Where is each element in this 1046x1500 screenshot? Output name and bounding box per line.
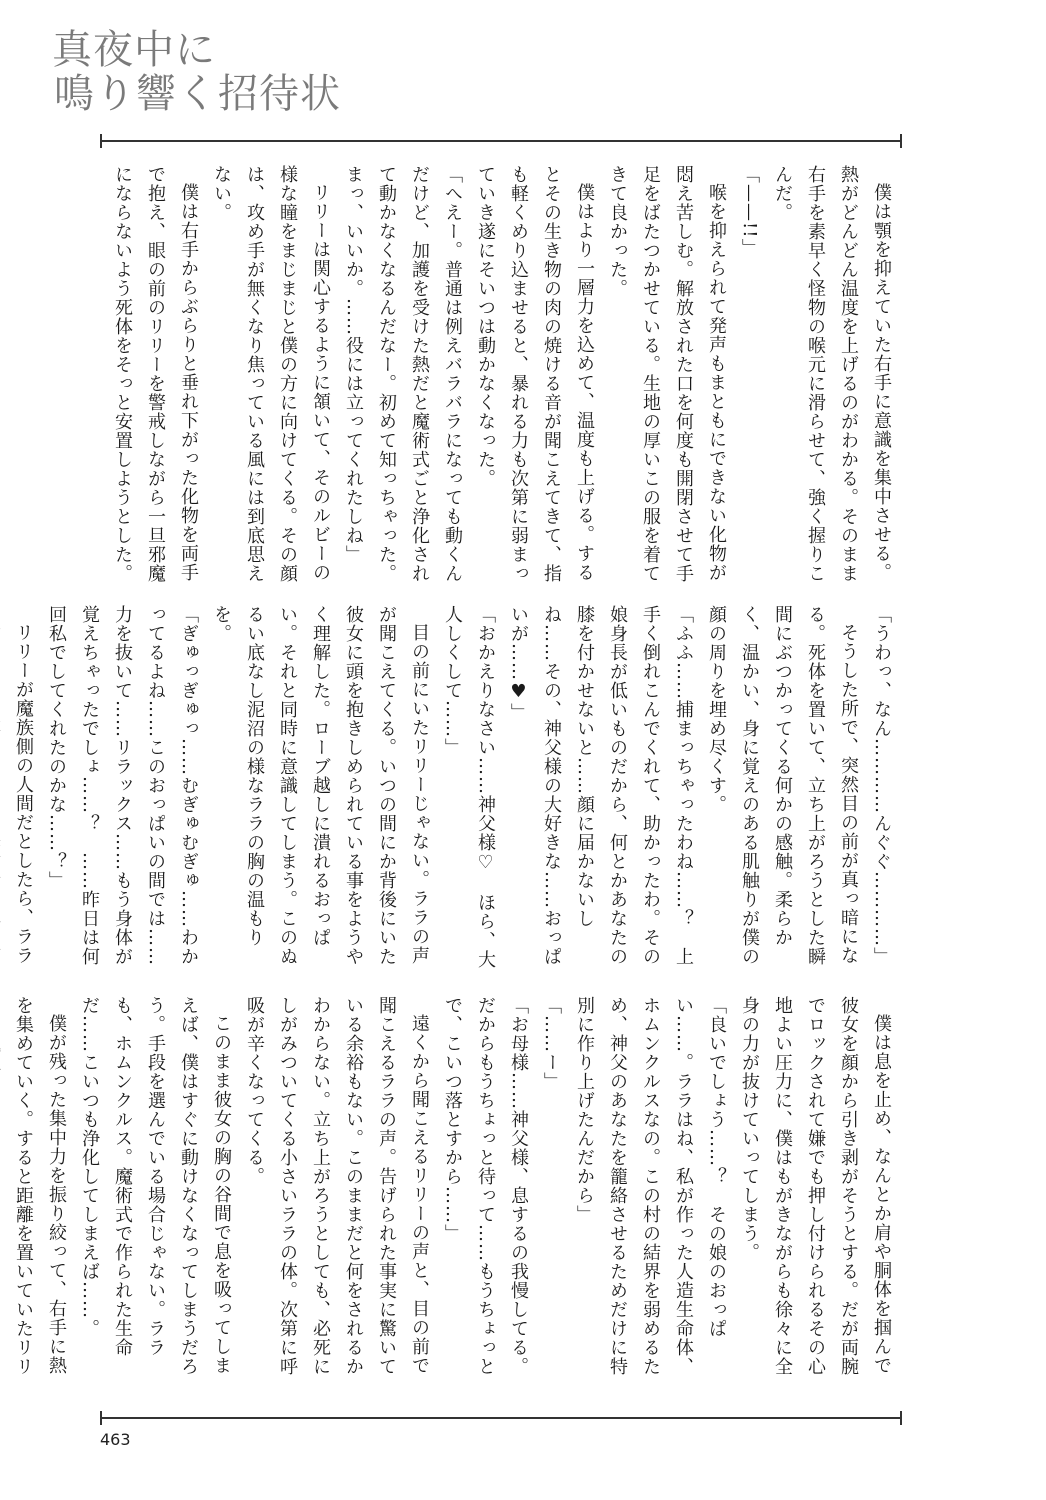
dialogue-line: 「うわっ、なん…………んぐぐ…………」	[871, 605, 892, 966]
book-title-line-2: 鳴り響く招待状	[54, 71, 341, 117]
text-tier-3	[13, 996, 898, 1393]
narration-paragraph: 喉を抑えられて発声もまともにできない化物が悶え苦しむ。解放された口を何度も開閉させて手足をばたつかせている。生地の厚いこの服を着てきて良かった。	[607, 165, 727, 583]
narration-paragraph: 僕は顎を抑えていた右手に意識を集中させる。熱がどんどん温度を上げるのがわかる。そのまま右手を素早く怪物の喉元に滑らせて、強く握りこんだ。	[772, 165, 892, 583]
narration-paragraph: 僕が残った集中力を振り絞って、右手に熱を集めていく。すると距離を置いていたリリ	[13, 996, 67, 1376]
book-title	[52, 27, 341, 117]
dialogue-line: 「お母様……神父様、息するの我慢してる。だからもうちょっと待って……もうちょっとで、こいつ落とすから……」	[442, 996, 529, 1376]
narration-paragraph: リリーは関心するように頷いて、そのルビーの様な瞳をまじまじと僕の方に向けてくる。その顔は、攻め手が無くなり焦っている風には到底思えない。	[211, 165, 331, 583]
narration-paragraph: 僕は右手からぶらりと垂れ下がった化物を両手で抱え、眼の前のリリーを警戒しながら一旦邪魔にならないよう死体をそっと安置しようとした。	[112, 165, 199, 583]
dialogue-line: 「ぎゅっぎゅっ……むぎゅむぎゅ……わかってるよね……このおっぱいの間では……力を抜いて……リラックス……もう身体が覚えちゃったでしょ……？ ……昨日は何回私でしてくれたのかな……？」	[46, 605, 199, 966]
narration-paragraph: このまま彼女の胸の谷間で息を吸ってしまえば、僕はすぐに動けなくなってしまうだろう。手段を選んでいる場合じゃない。ララも、ホムンクルス。魔術式で作られた生命だ……こいつも浄化してしまえば……。	[79, 996, 232, 1376]
dialogue-line: 「へえー。普通は例えバラバラになっても動くんだけど、加護を受けた熱だと魔術式ごと浄化されて動かなくなるんだなー。初めて知っちゃった。まっ、いいか。……役には立ってくれたしね」	[343, 165, 463, 583]
dialogue-line: 「——!!」	[739, 165, 760, 258]
narration-paragraph: 僕はより一層力を込めて、温度も上げる。するとその生き物の肉の焼ける音が聞こえてきて、指も軽くめり込ませると、暴れる力も次第に弱まっていき遂にそいつは動かなくなった。	[475, 165, 595, 583]
dialogue-line: 「おかえりなさい……神父様♡ ほら、大人しくして……」	[442, 605, 496, 969]
narration-paragraph: 僕は息を止め、なんとか肩や胴体を掴んで彼女を顔から引き剥がそうとする。だが両腕でロックされて嫌でも押し付けられるその心地よい圧力に、僕はもがきながらも徐々に全身の力が抜けていってしまう。	[739, 996, 892, 1376]
bottom-rule	[100, 1417, 902, 1419]
narration-paragraph: そうした所で、突然目の前が真っ暗になる。死体を置いて、立ち上がろうとした瞬間にぶつかってくる何かの感触。柔らかく、温かい、身に覚えのある肌触りが僕の顔の周りを埋め尽くす。	[706, 605, 859, 966]
page-number: 463	[100, 1430, 131, 1449]
dialogue-line: 「良いでしょう……？ その娘のおっぱい……。ララはね、私が作った人造生命体、ホムンクルスなの。この村の結界を弱めるため、神父のあなたを籠絡させるためだけに特別に作り上げたんだから」	[574, 996, 727, 1376]
text-tier-1	[112, 165, 898, 583]
top-rule	[100, 140, 902, 142]
dialogue-line: 「……ー」	[541, 996, 562, 1091]
book-title-line-1: 真夜中に	[52, 27, 216, 73]
text-tier-2	[13, 605, 898, 973]
narration-paragraph: リリーが魔族側の人間だとしたら、ララ	[13, 623, 34, 965]
narration-paragraph: 遠くから聞こえるリリーの声と、目の前で聞こえるララの声。告げられた事実に驚いている余裕もない。このままだと何をされるかわからない。立ち上がろうとしても、必死にしがみついてくる小さいララの体。次第に呼吸が辛くなってくる。	[244, 996, 430, 1376]
narration-paragraph: 目の前にいたリリーじゃない。ララの声が聞こえてくる。いつの間にか背後にいた彼女に頭を抱きしめられている事をようやく理解した。ローブ越しに潰れるおっぱい。それと同時に意識してしまう。このぬるい底なし泥沼の様なララの胸の温もりを。	[211, 605, 430, 966]
dialogue-line: 「ふふ……捕まっちゃったわね……？ 上手く倒れこんでくれて、助かったわ。その娘身長が低いものだから、何とかあなたの膝を付かせないと……顔に届かないしね……その、神父様の大好きな……おっぱいが……♥」	[508, 605, 694, 966]
